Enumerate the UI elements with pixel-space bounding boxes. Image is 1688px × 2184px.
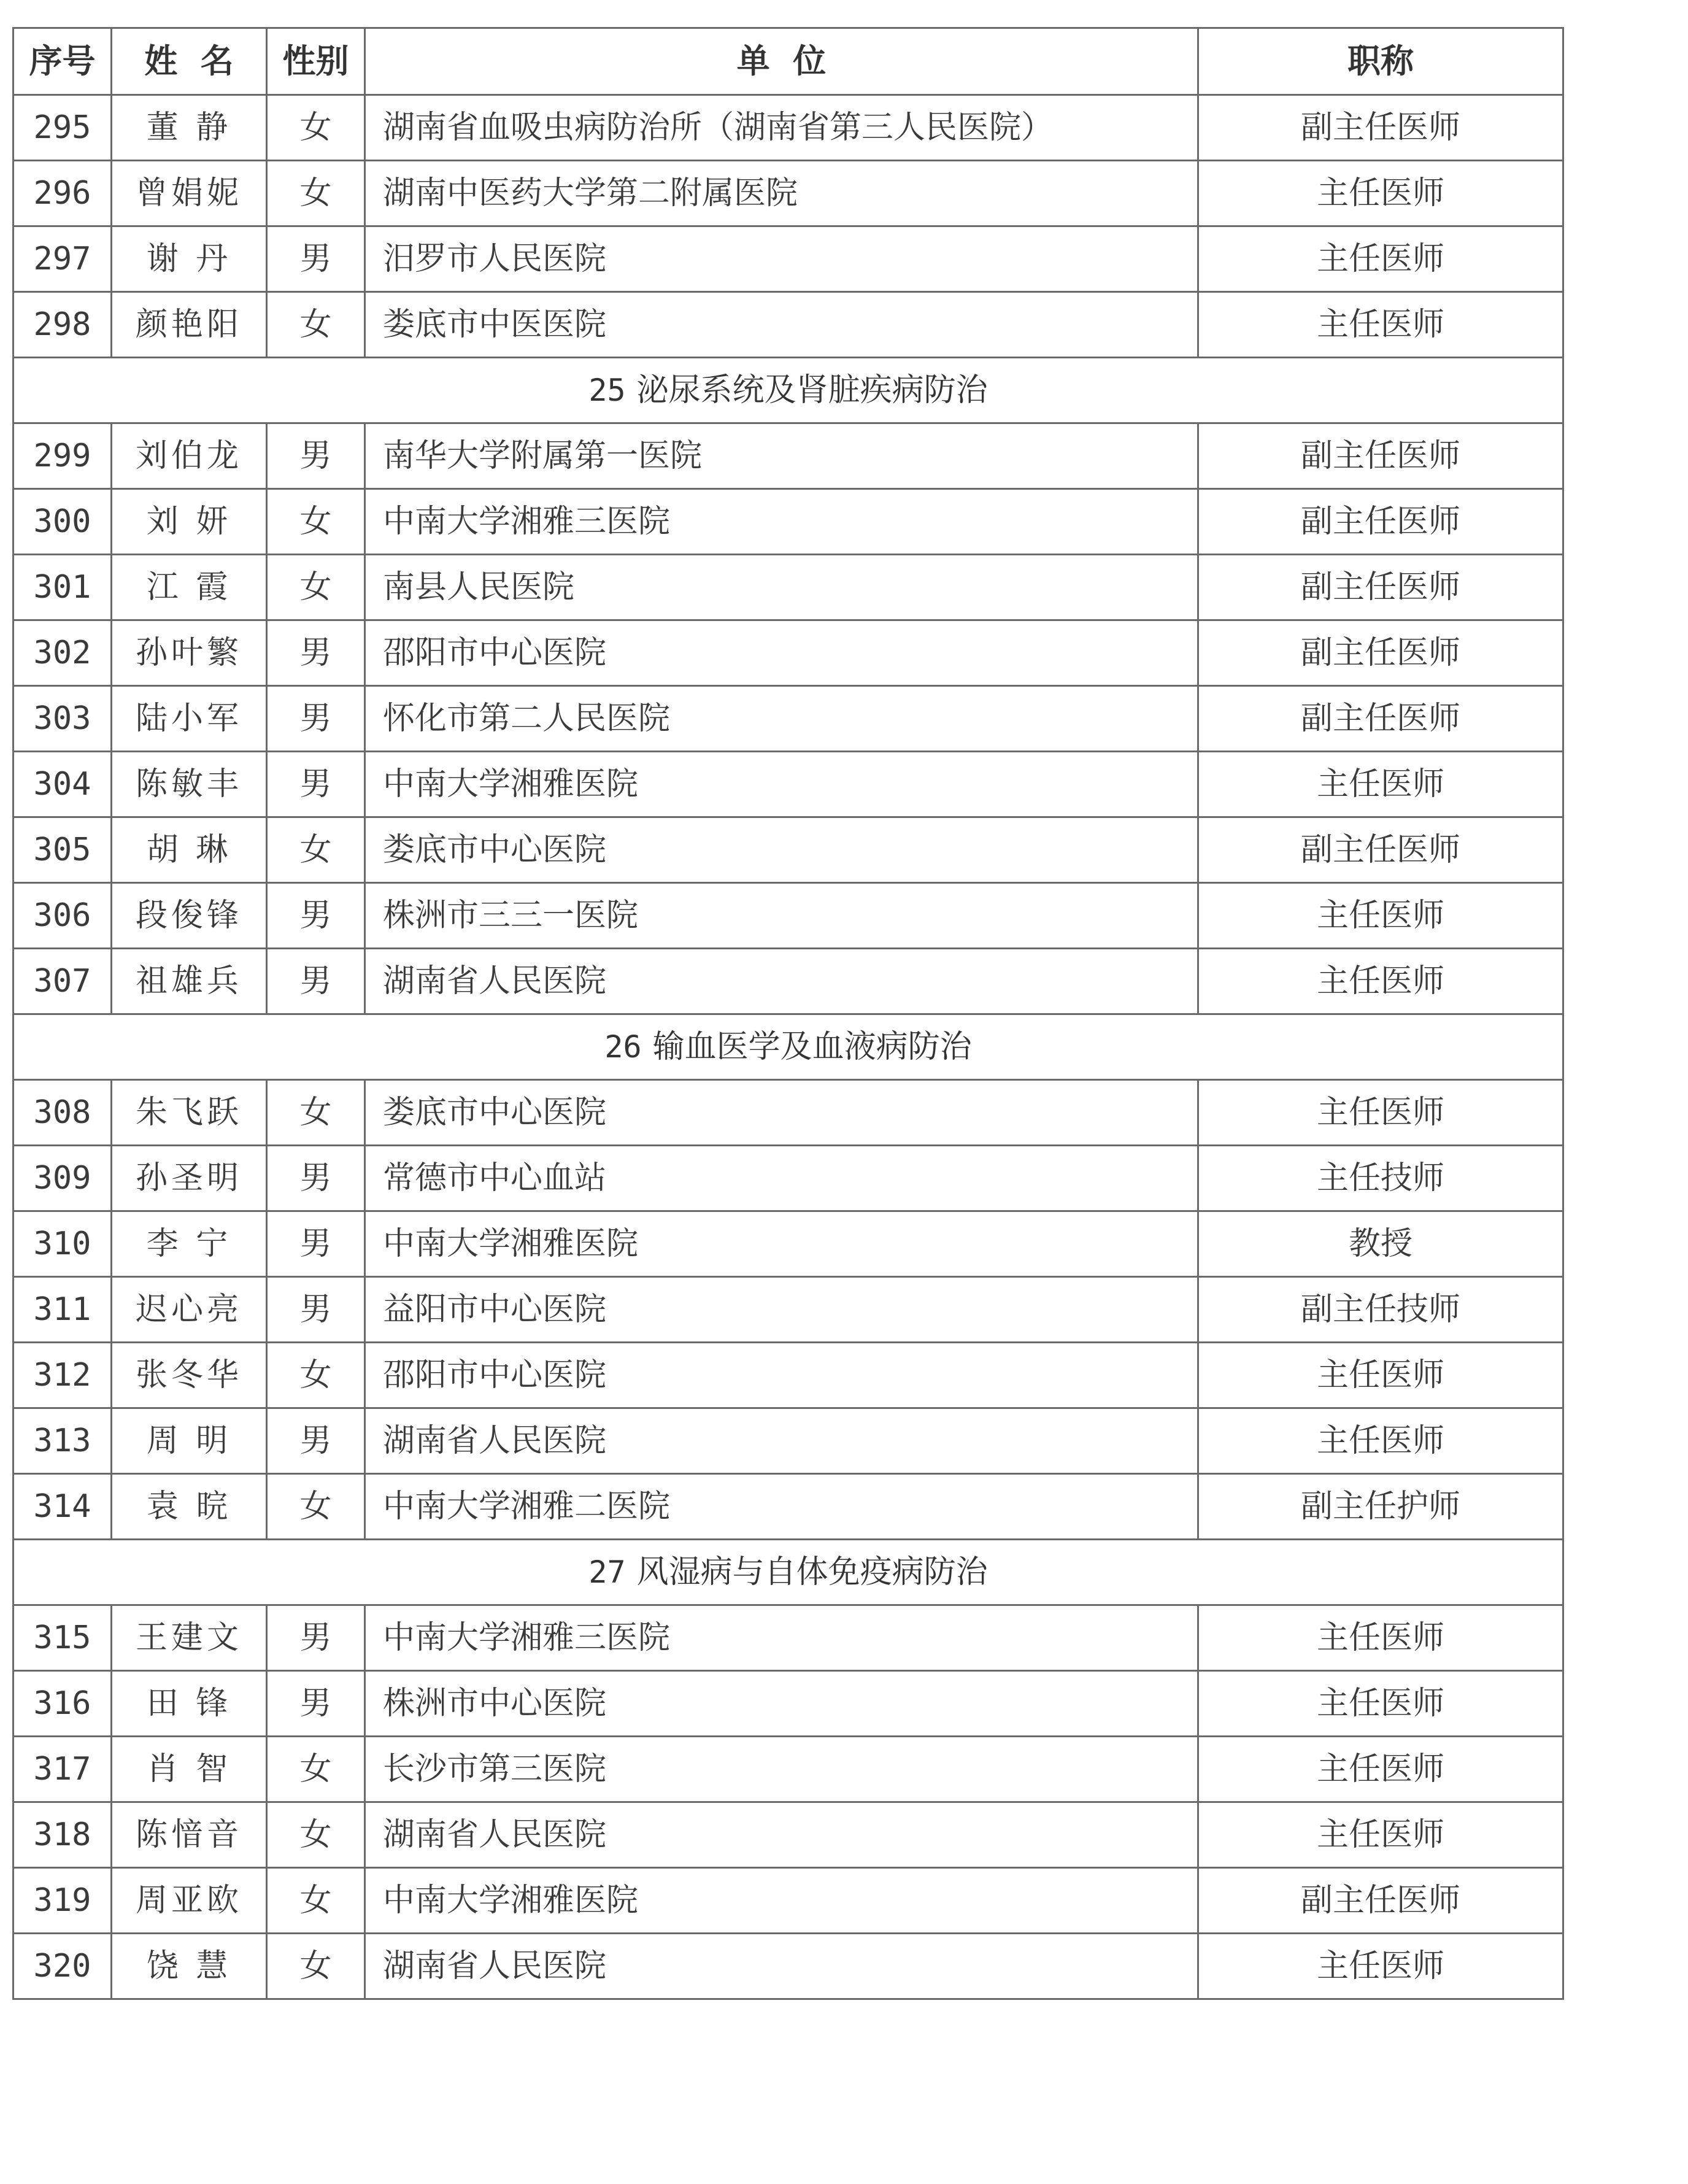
cell-name: 迟心亮 xyxy=(112,1277,267,1343)
table-row xyxy=(13,1408,1563,1474)
cell-name: 李 宁 xyxy=(112,1211,267,1277)
cell-title: 教授 xyxy=(1198,1211,1563,1277)
cell-name: 段俊锋 xyxy=(112,883,267,949)
cell-gender: 女 xyxy=(267,1868,365,1934)
cell-title: 主任医师 xyxy=(1198,292,1563,358)
cell-seq: 319 xyxy=(13,1868,112,1934)
cell-seq: 316 xyxy=(13,1671,112,1737)
cell-seq: 300 xyxy=(13,489,112,555)
section-row xyxy=(13,1540,1563,1605)
cell-gender: 男 xyxy=(267,686,365,752)
section-row xyxy=(13,358,1563,423)
cell-unit: 怀化市第二人民医院 xyxy=(365,686,1198,752)
cell-gender: 女 xyxy=(267,1737,365,1802)
cell-seq: 320 xyxy=(13,1934,112,1999)
cell-unit: 湖南省血吸虫病防治所（湖南省第三人民医院） xyxy=(365,95,1198,161)
cell-gender: 男 xyxy=(267,1671,365,1737)
section-number: 27 xyxy=(588,1554,626,1590)
cell-gender: 女 xyxy=(267,161,365,226)
cell-gender: 女 xyxy=(267,1802,365,1868)
cell-name: 胡 琳 xyxy=(112,817,267,883)
cell-name: 陆小军 xyxy=(112,686,267,752)
table-row xyxy=(13,1868,1563,1934)
cell-title: 主任医师 xyxy=(1198,752,1563,817)
cell-seq: 296 xyxy=(13,161,112,226)
cell-unit: 娄底市中心医院 xyxy=(365,817,1198,883)
cell-seq: 307 xyxy=(13,949,112,1014)
cell-unit: 汨罗市人民医院 xyxy=(365,226,1198,292)
cell-title: 副主任护师 xyxy=(1198,1474,1563,1540)
cell-name: 江 霞 xyxy=(112,555,267,620)
cell-name: 谢 丹 xyxy=(112,226,267,292)
cell-seq: 312 xyxy=(13,1343,112,1408)
cell-gender: 女 xyxy=(267,489,365,555)
table-row xyxy=(13,620,1563,686)
table-row xyxy=(13,949,1563,1014)
cell-title: 副主任医师 xyxy=(1198,95,1563,161)
cell-seq: 311 xyxy=(13,1277,112,1343)
cell-seq: 309 xyxy=(13,1146,112,1211)
cell-unit: 湖南省人民医院 xyxy=(365,1408,1198,1474)
header-name: 姓 名 xyxy=(112,28,267,95)
table-row xyxy=(13,555,1563,620)
cell-title: 主任医师 xyxy=(1198,1934,1563,1999)
cell-unit: 中南大学湘雅三医院 xyxy=(365,489,1198,555)
cell-unit: 株洲市中心医院 xyxy=(365,1671,1198,1737)
table-row xyxy=(13,1934,1563,1999)
cell-gender: 男 xyxy=(267,226,365,292)
table-row xyxy=(13,1211,1563,1277)
cell-gender: 男 xyxy=(267,620,365,686)
cell-unit: 中南大学湘雅医院 xyxy=(365,1868,1198,1934)
section-title: 风湿病与自体免疫病防治 xyxy=(636,1554,988,1591)
table-row xyxy=(13,226,1563,292)
cell-title: 主任医师 xyxy=(1198,949,1563,1014)
cell-name: 周 明 xyxy=(112,1408,267,1474)
table-row xyxy=(13,95,1563,161)
section-row xyxy=(13,1014,1563,1080)
cell-title: 主任医师 xyxy=(1198,1408,1563,1474)
cell-name: 陈愔音 xyxy=(112,1802,267,1868)
table-row xyxy=(13,1671,1563,1737)
cell-name: 孙叶繁 xyxy=(112,620,267,686)
section-heading xyxy=(13,1540,1563,1605)
cell-title: 副主任医师 xyxy=(1198,555,1563,620)
cell-seq: 295 xyxy=(13,95,112,161)
cell-seq: 298 xyxy=(13,292,112,358)
cell-unit: 长沙市第三医院 xyxy=(365,1737,1198,1802)
cell-gender: 女 xyxy=(267,1474,365,1540)
cell-gender: 男 xyxy=(267,883,365,949)
cell-name: 张冬华 xyxy=(112,1343,267,1408)
cell-seq: 314 xyxy=(13,1474,112,1540)
cell-unit: 南县人民医院 xyxy=(365,555,1198,620)
cell-title: 主任医师 xyxy=(1198,1605,1563,1671)
header-seq: 序号 xyxy=(13,28,112,95)
cell-unit: 娄底市中医医院 xyxy=(365,292,1198,358)
cell-seq: 297 xyxy=(13,226,112,292)
cell-name: 肖 智 xyxy=(112,1737,267,1802)
cell-unit: 湖南省人民医院 xyxy=(365,949,1198,1014)
cell-gender: 男 xyxy=(267,949,365,1014)
personnel-table xyxy=(12,27,1564,2000)
cell-name: 朱飞跃 xyxy=(112,1080,267,1146)
cell-name: 孙圣明 xyxy=(112,1146,267,1211)
cell-unit: 娄底市中心医院 xyxy=(365,1080,1198,1146)
cell-name: 刘伯龙 xyxy=(112,423,267,489)
cell-title: 主任医师 xyxy=(1198,1802,1563,1868)
cell-seq: 310 xyxy=(13,1211,112,1277)
section-title: 泌尿系统及肾脏疾病防治 xyxy=(636,372,988,409)
section-title: 输血医学及血液病防治 xyxy=(652,1028,972,1065)
cell-unit: 益阳市中心医院 xyxy=(365,1277,1198,1343)
cell-title: 副主任医师 xyxy=(1198,686,1563,752)
cell-seq: 301 xyxy=(13,555,112,620)
cell-gender: 男 xyxy=(267,1146,365,1211)
cell-title: 副主任医师 xyxy=(1198,1868,1563,1934)
header-unit: 单 位 xyxy=(365,28,1198,95)
cell-unit: 中南大学湘雅二医院 xyxy=(365,1474,1198,1540)
cell-title: 主任医师 xyxy=(1198,1080,1563,1146)
table-row xyxy=(13,1146,1563,1211)
table-row xyxy=(13,752,1563,817)
cell-seq: 313 xyxy=(13,1408,112,1474)
cell-gender: 男 xyxy=(267,1408,365,1474)
cell-unit: 邵阳市中心医院 xyxy=(365,1343,1198,1408)
cell-gender: 男 xyxy=(267,1277,365,1343)
cell-seq: 305 xyxy=(13,817,112,883)
cell-title: 主任医师 xyxy=(1198,226,1563,292)
cell-title: 主任医师 xyxy=(1198,1343,1563,1408)
cell-name: 曾娟妮 xyxy=(112,161,267,226)
section-heading xyxy=(13,1014,1563,1080)
cell-seq: 315 xyxy=(13,1605,112,1671)
section-number: 25 xyxy=(588,372,626,408)
cell-seq: 306 xyxy=(13,883,112,949)
cell-title: 主任医师 xyxy=(1198,161,1563,226)
table-row xyxy=(13,1802,1563,1868)
table-row xyxy=(13,1474,1563,1540)
table-row xyxy=(13,161,1563,226)
header-gender: 性别 xyxy=(267,28,365,95)
cell-title: 副主任医师 xyxy=(1198,817,1563,883)
cell-gender: 女 xyxy=(267,1343,365,1408)
table-row xyxy=(13,423,1563,489)
table-row xyxy=(13,1277,1563,1343)
cell-gender: 女 xyxy=(267,555,365,620)
cell-unit: 南华大学附属第一医院 xyxy=(365,423,1198,489)
cell-seq: 318 xyxy=(13,1802,112,1868)
cell-gender: 女 xyxy=(267,1080,365,1146)
table-row xyxy=(13,1737,1563,1802)
header-title: 职称 xyxy=(1198,28,1563,95)
cell-name: 周亚欧 xyxy=(112,1868,267,1934)
cell-name: 陈敏丰 xyxy=(112,752,267,817)
table-row xyxy=(13,1605,1563,1671)
table-row xyxy=(13,1080,1563,1146)
cell-unit: 邵阳市中心医院 xyxy=(365,620,1198,686)
cell-name: 王建文 xyxy=(112,1605,267,1671)
cell-unit: 中南大学湘雅医院 xyxy=(365,752,1198,817)
cell-seq: 308 xyxy=(13,1080,112,1146)
table-row xyxy=(13,686,1563,752)
table-body xyxy=(13,95,1563,1999)
cell-seq: 304 xyxy=(13,752,112,817)
cell-name: 董 静 xyxy=(112,95,267,161)
section-number: 26 xyxy=(604,1029,642,1065)
cell-gender: 女 xyxy=(267,95,365,161)
cell-name: 田 锋 xyxy=(112,1671,267,1737)
cell-title: 主任医师 xyxy=(1198,1671,1563,1737)
section-heading xyxy=(13,358,1563,423)
cell-gender: 女 xyxy=(267,1934,365,1999)
cell-unit: 中南大学湘雅医院 xyxy=(365,1211,1198,1277)
cell-seq: 302 xyxy=(13,620,112,686)
table-header xyxy=(13,28,1563,95)
table-row xyxy=(13,1343,1563,1408)
cell-name: 袁 晥 xyxy=(112,1474,267,1540)
cell-seq: 303 xyxy=(13,686,112,752)
cell-unit: 湖南省人民医院 xyxy=(365,1802,1198,1868)
cell-unit: 中南大学湘雅三医院 xyxy=(365,1605,1198,1671)
cell-gender: 女 xyxy=(267,817,365,883)
cell-unit: 湖南省人民医院 xyxy=(365,1934,1198,1999)
header-row xyxy=(13,28,1563,95)
cell-gender: 男 xyxy=(267,1211,365,1277)
cell-title: 副主任医师 xyxy=(1198,620,1563,686)
cell-gender: 男 xyxy=(267,752,365,817)
table-row xyxy=(13,883,1563,949)
table-row xyxy=(13,292,1563,358)
cell-unit: 常德市中心血站 xyxy=(365,1146,1198,1211)
cell-seq: 317 xyxy=(13,1737,112,1802)
cell-gender: 男 xyxy=(267,423,365,489)
cell-name: 刘 妍 xyxy=(112,489,267,555)
cell-title: 主任技师 xyxy=(1198,1146,1563,1211)
table-row xyxy=(13,817,1563,883)
cell-gender: 女 xyxy=(267,292,365,358)
cell-name: 祖雄兵 xyxy=(112,949,267,1014)
cell-title: 副主任医师 xyxy=(1198,423,1563,489)
cell-title: 副主任技师 xyxy=(1198,1277,1563,1343)
cell-seq: 299 xyxy=(13,423,112,489)
cell-unit: 湖南中医药大学第二附属医院 xyxy=(365,161,1198,226)
cell-name: 饶 慧 xyxy=(112,1934,267,1999)
cell-gender: 男 xyxy=(267,1605,365,1671)
cell-title: 主任医师 xyxy=(1198,883,1563,949)
cell-unit: 株洲市三三一医院 xyxy=(365,883,1198,949)
table-row xyxy=(13,489,1563,555)
cell-title: 主任医师 xyxy=(1198,1737,1563,1802)
cell-name: 颜艳阳 xyxy=(112,292,267,358)
cell-title: 副主任医师 xyxy=(1198,489,1563,555)
